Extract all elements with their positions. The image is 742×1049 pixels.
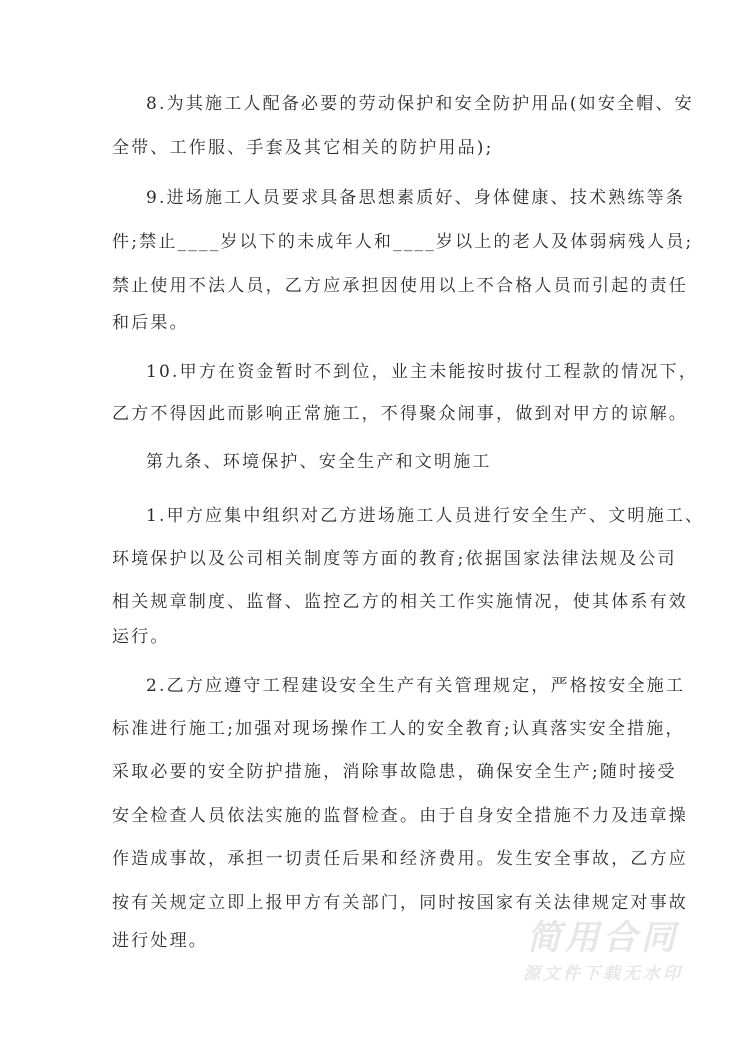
clause-10-line-2: 乙方不得因此而影响正常施工，不得聚众闹事，做到对甲方的谅解。 <box>112 404 688 424</box>
watermark-subtitle: 源文件下载无水印 <box>523 964 683 984</box>
clause-9-line-3: 禁止使用不法人员，乙方应承担因使用以上不合格人员而引起的责任 <box>112 276 688 296</box>
article-9-item-2-line-6: 按有关规定立即上报甲方有关部门，同时按国家有关法律规定对事故 <box>112 893 688 913</box>
article-9-item-2-line-1: 2.乙方应遵守工程建设安全生产有关管理规定，严格按安全施工 <box>146 676 686 696</box>
article-9-item-2-line-5: 作造成事故，承担一切责任后果和经济费用。发生安全事故，乙方应 <box>112 849 688 869</box>
clause-9-line-4: 和后果。 <box>112 313 189 333</box>
article-9-item-1-line-2: 环境保护以及公司相关制度等方面的教育;依据国家法律法规及公司 <box>112 549 677 569</box>
clause-8-line-1: 8.为其施工人配备必要的劳动保护和安全防护用品(如安全帽、安 <box>146 94 694 114</box>
article-9-item-1-line-4: 运行。 <box>112 627 170 647</box>
article-9-item-2-line-7: 进行处理。 <box>112 931 208 951</box>
article-9-heading: 第九条、环境保护、安全生产和文明施工 <box>146 452 492 472</box>
clause-10-line-1: 10.甲方在资金暂时不到位，业主未能按时拔付工程款的情况下， <box>146 362 699 382</box>
article-9-item-1-line-1: 1.甲方应集中组织对乙方进场施工人员进行安全生产、文明施工、 <box>146 506 705 526</box>
clause-9-line-2: 件;禁止____岁以下的未成年人和____岁以上的老人及体弱病残人员; <box>112 232 694 252</box>
article-9-item-2-line-3: 采取必要的安全防护措施，消除事故隐患，确保安全生产;随时接受 <box>112 762 677 782</box>
watermark <box>508 918 698 986</box>
watermark-title: 简用合同 <box>527 918 679 958</box>
clause-9-line-1: 9.进场施工人员要求具备思想素质好、身体健康、技术熟练等条 <box>146 188 686 208</box>
article-9-item-2-line-2: 标准进行施工;加强对现场操作工人的安全教育;认真落实安全措施， <box>112 719 685 739</box>
clause-8-line-2: 全带、工作服、手套及其它相关的防护用品); <box>112 138 494 158</box>
article-9-item-1-line-3: 相关规章制度、监督、监控乙方的相关工作实施情况，使其体系有效 <box>112 592 688 612</box>
article-9-item-2-line-4: 安全检查人员依法实施的监督检查。由于自身安全措施不力及违章操 <box>112 806 688 826</box>
